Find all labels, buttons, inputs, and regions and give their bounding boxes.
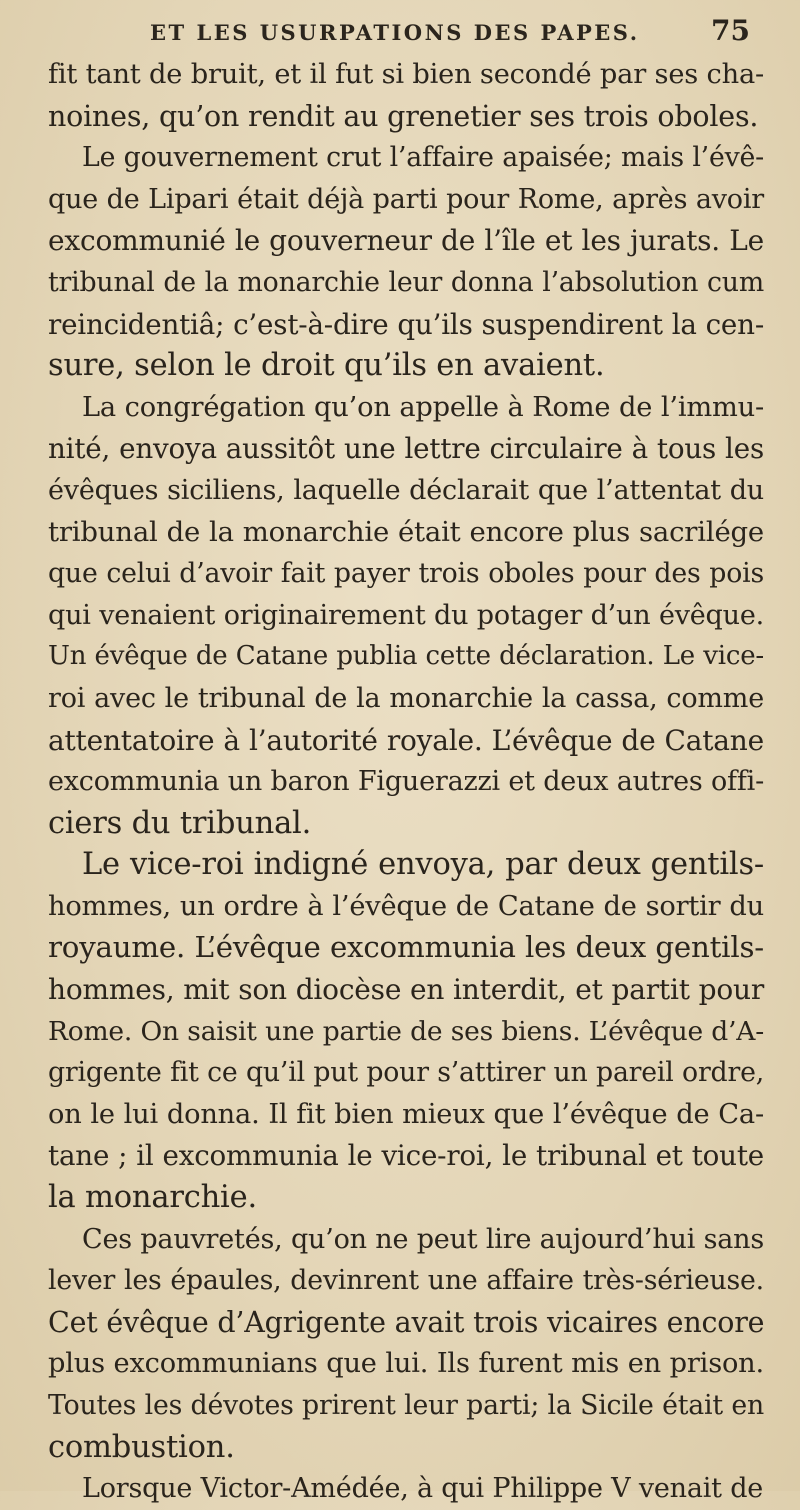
text-line: évêques siciliens, laquelle déclarait que l’attentat du — [48, 474, 764, 506]
page-number: 75 — [711, 14, 750, 47]
text-line: nité, envoya aussitôt une lettre circulaire à tous les — [48, 432, 764, 466]
body-text — [48, 54, 764, 1510]
text-line: tribunal de la monarchie était encore plus sacrilége — [48, 515, 764, 548]
text-line: plus excommunians que lui. Ils furent mis en prison. — [48, 1348, 764, 1380]
text-line: Ces pauvretés, qu’on ne peut lire aujourd’hui sans — [82, 1223, 764, 1255]
text-line: Le gouvernement crut l’affaire apaisée; mais l’évê- — [82, 142, 764, 174]
text-line: Un évêque de Catane publia cette déclaration. Le vice- — [48, 641, 764, 672]
text-line: excommunia un baron Figuerazzi et deux autres offi- — [48, 766, 764, 798]
text-line: noines, qu’on rendit au grenetier ses trois oboles. — [48, 99, 759, 133]
text-line: lever les épaules, devinrent une affaire très-sérieuse. — [48, 1265, 764, 1297]
text-line: fit tant de bruit, et il fut si bien secondé par ses cha- — [48, 59, 764, 90]
text-line: que de Lipari était déjà parti pour Rome, après avoir — [48, 183, 764, 215]
text-line: Toutes les dévotes prirent leur parti; la Sicile était en — [48, 1390, 764, 1421]
text-line: tane ; il excommunia le vice-roi, le tribunal et toute — [48, 1139, 764, 1173]
text-line: Cet évêque d’Agrigente avait trois vicaires encore — [48, 1305, 765, 1339]
text-line: Rome. On saisit une partie de ses biens. L’évêque d’A- — [48, 1015, 764, 1047]
text-line: tribunal de la monarchie leur donna l’absolution cum — [48, 266, 764, 298]
text-line: hommes, un ordre à l’évêque de Catane de sortir du — [48, 890, 764, 922]
text-line: sure, selon le droit qu’ils en avaient. — [48, 348, 605, 384]
text-line: combustion. — [48, 1429, 235, 1465]
text-line: royaume. L’évêque excommunia les deux gentils- — [48, 930, 764, 965]
text-line: la monarchie. — [48, 1180, 257, 1216]
text-line: excommunié le gouverneur de l’île et les jurats. Le — [48, 224, 764, 258]
text-line: roi avec le tribunal de la monarchie la cassa, comme — [48, 682, 764, 714]
text-line: attentatoire à l’autorité royale. L’évêque de Catane — [48, 723, 764, 757]
text-line: reincidentiâ; c’est-à-dire qu’ils suspendirent la cen- — [48, 307, 764, 341]
text-line: que celui d’avoir fait payer trois oboles pour des pois — [48, 558, 764, 590]
running-title: ET LES USURPATIONS DES PAPES. — [150, 20, 640, 45]
text-line: Le vice-roi indigné envoya, par deux gentils- — [82, 847, 764, 883]
text-line: on le lui donna. Il fit bien mieux que l’évêque de Ca- — [48, 1098, 764, 1130]
text-line: La congrégation qu’on appelle à Rome de l’immu- — [82, 391, 764, 423]
text-line: grigente fit ce qu’il put pour s’attirer un pareil ordre, — [48, 1057, 764, 1089]
text-line: qui venaient originairement du potager d’un évêque. — [48, 599, 764, 631]
text-line: hommes, mit son diocèse en interdit, et partit pour — [48, 973, 764, 1007]
text-line: ciers du tribunal. — [48, 805, 312, 841]
running-head — [150, 14, 750, 54]
text-line: Lorsque Victor-Amédée, à qui Philippe V venait de — [82, 1473, 764, 1505]
